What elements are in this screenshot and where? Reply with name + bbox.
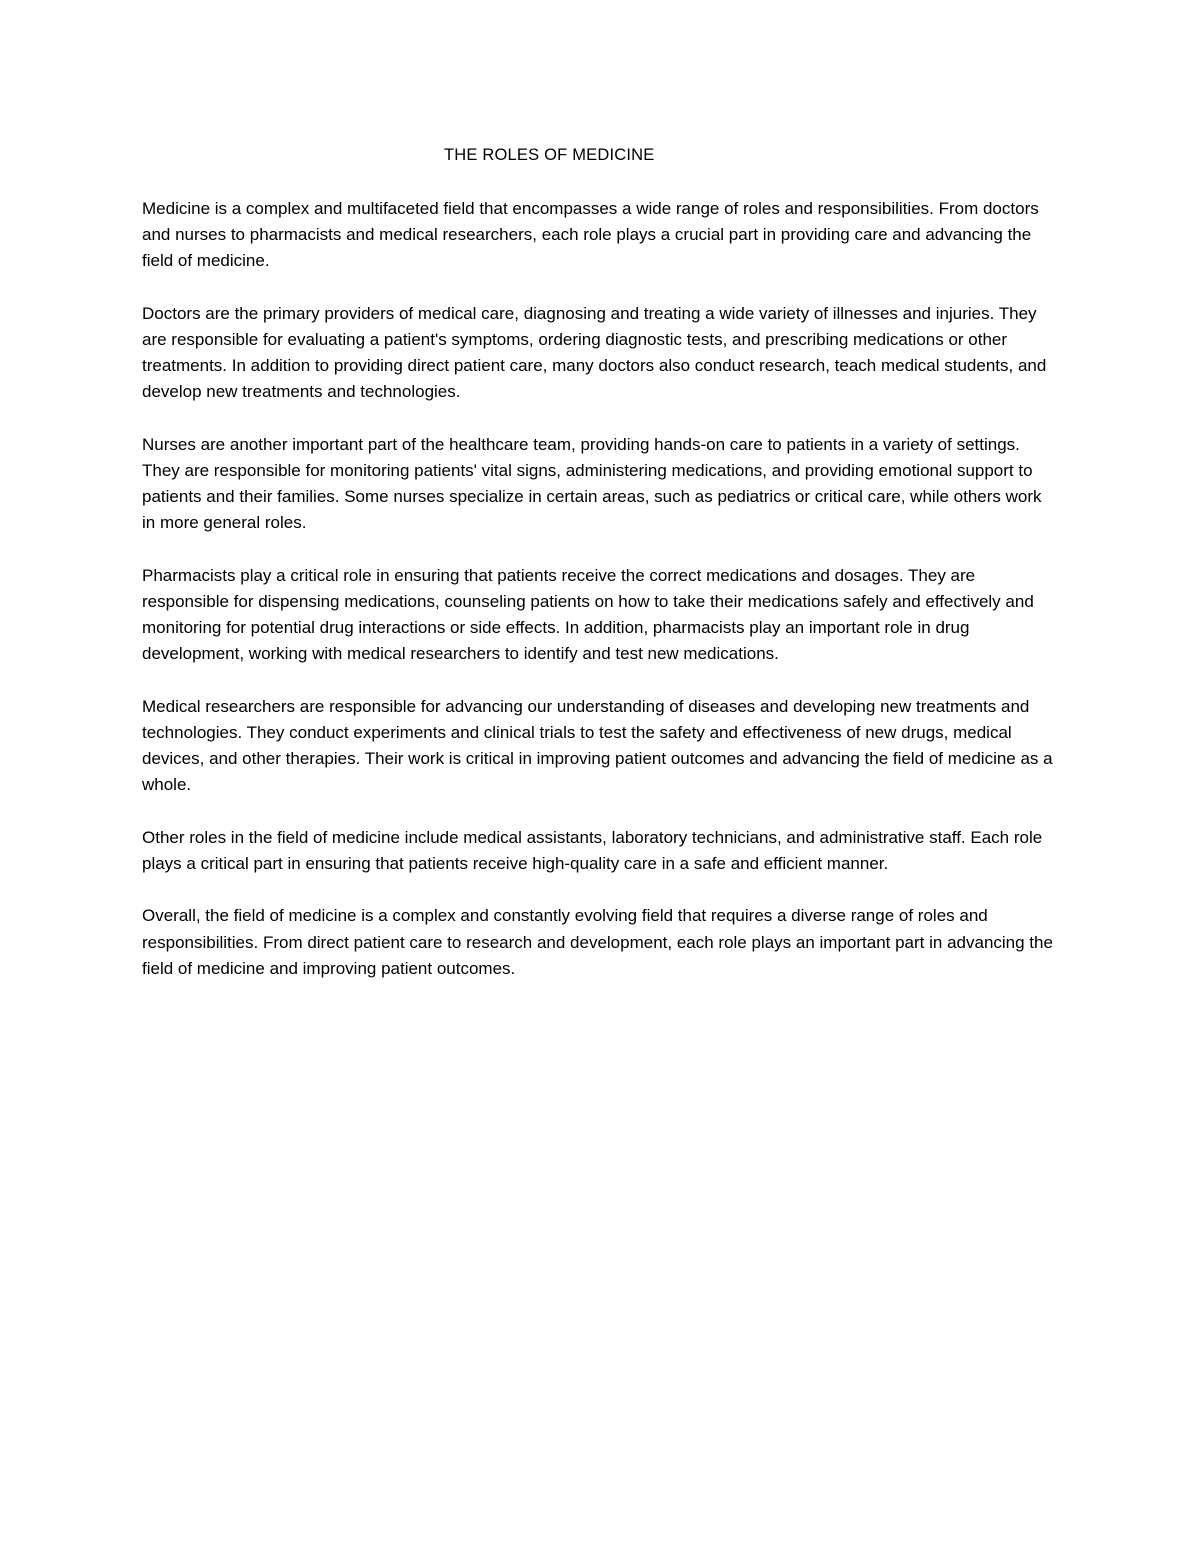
paragraph-other-roles: Other roles in the field of medicine include medical assistants, laboratory technicians, and administrative staff. Each role plays a critical part in ensuring that patients receive high-quality care in a safe and efficient manner.	[142, 827, 1043, 873]
paragraph-overall: Overall, the field of medicine is a complex and constantly evolving field that requires a diverse range of roles and responsibilities. From direct patient care to research and development, each role plays an important part in advancing the field of medicine and improving patient outcomes.	[142, 906, 1053, 978]
paragraph-doctors: Doctors are the primary providers of medical care, diagnosing and treating a wide variety of illnesses and injuries. They are responsible for evaluating a patient's symptoms, ordering diagnostic tests, and prescribing medications or other treatments. In addition to providing direct patient care, many doctors also conduct research, teach medical students, and develop new treatments and technologies.	[142, 303, 1047, 402]
paragraph-researchers: Medical researchers are responsible for advancing our understanding of diseases and developing new treatments and technologies. They conduct experiments and clinical trials to test the safety and effectiveness of new drugs, medical devices, and other therapies. Their work is critical in improving patient outcomes and advancing the field of medicine as a whole.	[142, 696, 1053, 795]
paragraph-intro: Medicine is a complex and multifaceted field that encompasses a wide range of roles and responsibilities. From doctors and nurses to pharmacists and medical researchers, each role plays a crucial part in providing care and advancing the field of medicine.	[142, 199, 1039, 271]
paragraph-pharmacists: Pharmacists play a critical role in ensuring that patients receive the correct medications and dosages. They are responsible for dispensing medications, counseling patients on how to take their medications safely and effectively and monitoring for potential drug interactions or side effects. In addition, pharmacists play an important role in drug development, working with medical researchers to identify and test new medications.	[142, 565, 1034, 664]
paragraph-nurses: Nurses are another important part of the healthcare team, providing hands-on care to patients in a variety of settings. They are responsible for monitoring patients' vital signs, administering medications, and providing emotional support to patients and their families. Some nurses specialize in certain areas, such as pediatrics or critical care, while others work in more general roles.	[142, 434, 1042, 533]
document-body	[142, 196, 1054, 1008]
document-title: THE ROLES OF MEDICINE	[444, 146, 655, 164]
